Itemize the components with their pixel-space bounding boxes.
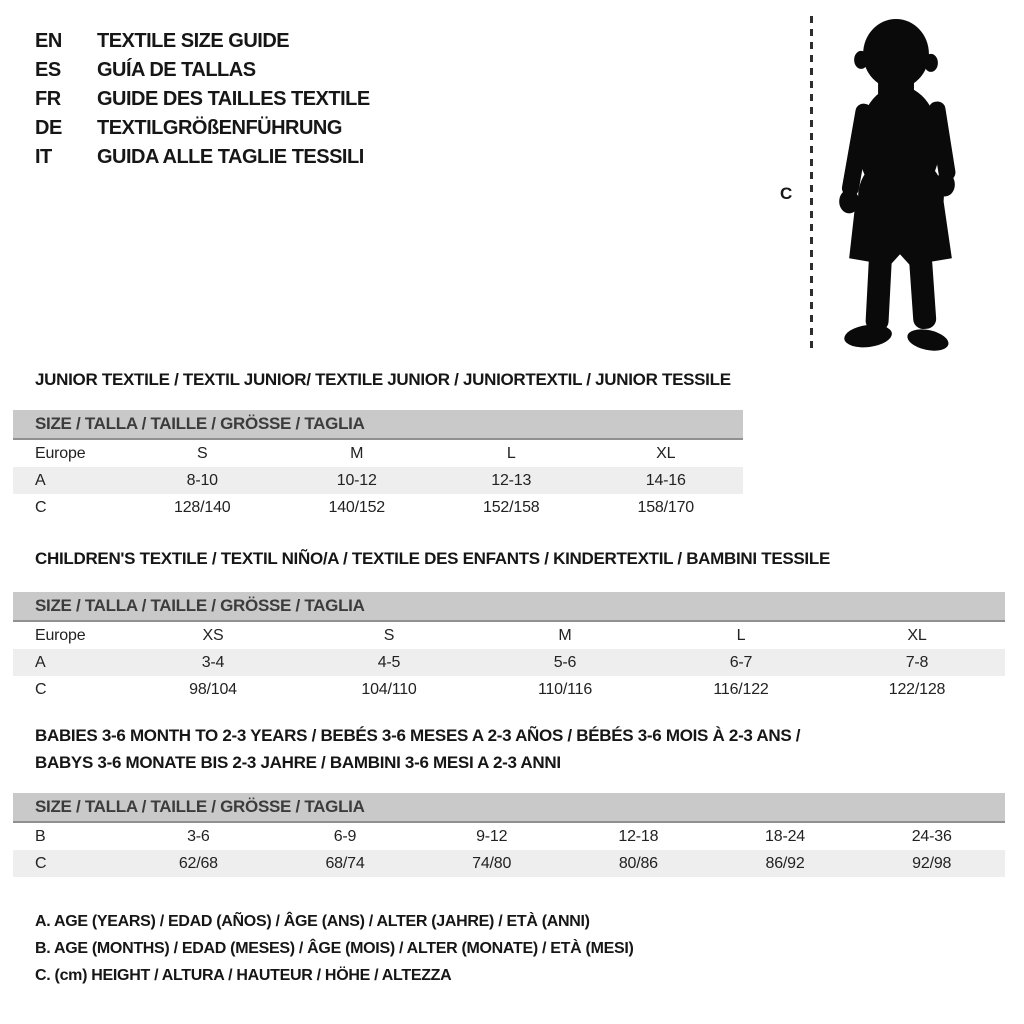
babies-title-line-2: BABYS 3-6 MONATE BIS 2-3 JAHRE / BAMBINI 3-6 MESI A 2-3 ANNI bbox=[35, 753, 561, 772]
row-label: Europe bbox=[35, 444, 86, 462]
table-cell: 6-7 bbox=[729, 653, 753, 671]
size-header-bar: SIZE / TALLA / TAILLE / GRÖSSE / TAGLIA bbox=[13, 410, 743, 440]
table-cell: 12-13 bbox=[491, 471, 532, 489]
row-label: C bbox=[35, 680, 47, 698]
table-row bbox=[13, 622, 1005, 649]
table-cell: 74/80 bbox=[472, 854, 512, 872]
table-cell: S bbox=[383, 626, 395, 644]
row-label: C bbox=[35, 498, 47, 516]
table-cell: 6-9 bbox=[333, 827, 357, 845]
table-row bbox=[13, 676, 1005, 703]
table-row bbox=[13, 823, 1005, 850]
table-cell: 7-8 bbox=[905, 653, 929, 671]
table-cell: 9-12 bbox=[476, 827, 508, 845]
language-code: EN bbox=[35, 30, 62, 52]
table-cell: 104/110 bbox=[361, 680, 417, 698]
table-cell: 86/92 bbox=[765, 854, 805, 872]
table-row bbox=[13, 440, 743, 467]
babies-size-table bbox=[13, 793, 1005, 877]
table-cell: 3-6 bbox=[187, 827, 210, 845]
table-cell: 62/68 bbox=[178, 854, 218, 872]
table-cell: 18-24 bbox=[765, 827, 805, 845]
table-cell: L bbox=[506, 444, 516, 462]
language-label: GUIDE DES TAILLES TEXTILE bbox=[97, 88, 370, 110]
table-cell: 128/140 bbox=[174, 498, 231, 516]
note-age-years: A. AGE (YEARS) / EDAD (AÑOS) / ÂGE (ANS) / ALTER (JAHRE) / ETÀ (ANNI) bbox=[35, 913, 590, 930]
language-code: FR bbox=[35, 88, 61, 110]
table-cell: 68/74 bbox=[325, 854, 365, 872]
language-row bbox=[35, 27, 370, 56]
language-row bbox=[35, 114, 370, 143]
size-header-bar: SIZE / TALLA / TAILLE / GRÖSSE / TAGLIA bbox=[13, 592, 1005, 622]
language-guide bbox=[35, 27, 370, 172]
table-cell: 14-16 bbox=[645, 471, 686, 489]
table-cell: 110/116 bbox=[537, 680, 593, 698]
table-cell: 116/122 bbox=[713, 680, 769, 698]
children-size-table bbox=[13, 592, 1005, 703]
legend-notes bbox=[35, 908, 634, 989]
language-row bbox=[35, 56, 370, 85]
table-row bbox=[13, 850, 1005, 877]
row-label: Europe bbox=[35, 626, 86, 644]
language-code: IT bbox=[35, 146, 52, 168]
table-row bbox=[13, 494, 743, 521]
row-label: A bbox=[35, 653, 46, 671]
table-cell: 98/104 bbox=[189, 680, 237, 698]
note-height-cm: C. (cm) HEIGHT / ALTURA / HAUTEUR / HÖHE / ALTEZZA bbox=[35, 967, 452, 984]
height-measure-label: C bbox=[780, 184, 793, 203]
junior-section-title: JUNIOR TEXTILE / TEXTIL JUNIOR/ TEXTILE JUNIOR / JUNIORTEXTIL / JUNIOR TESSILE bbox=[35, 370, 731, 389]
table-cell: 152/158 bbox=[483, 498, 540, 516]
children-section-title: CHILDREN'S TEXTILE / TEXTIL NIÑO/A / TEXTILE DES ENFANTS / KINDERTEXTIL / BAMBINI TESSILE bbox=[35, 549, 830, 568]
language-label: TEXTILGRÖßENFÜHRUNG bbox=[97, 117, 342, 139]
table-cell: XL bbox=[907, 626, 927, 644]
table-row bbox=[13, 467, 743, 494]
note-age-months: B. AGE (MONTHS) / EDAD (MESES) / ÂGE (MOIS) / ALTER (MONATE) / ETÀ (MESI) bbox=[35, 940, 634, 957]
table-cell: 80/86 bbox=[618, 854, 658, 872]
table-cell: S bbox=[197, 444, 208, 462]
row-label: C bbox=[35, 854, 47, 872]
babies-title-line-1: BABIES 3-6 MONTH TO 2-3 YEARS / BEBÉS 3-6 MESES A 2-3 AÑOS / BÉBÉS 3-6 MOIS À 2-3 ANS / bbox=[35, 726, 801, 745]
language-code: DE bbox=[35, 117, 62, 139]
table-cell: M bbox=[350, 444, 364, 462]
table-cell: 4-5 bbox=[377, 653, 401, 671]
table-cell: XS bbox=[202, 626, 224, 644]
table-cell: 92/98 bbox=[912, 854, 952, 872]
table-cell: M bbox=[558, 626, 572, 644]
table-cell: 5-6 bbox=[553, 653, 577, 671]
table-cell: 3-4 bbox=[201, 653, 225, 671]
language-row bbox=[35, 85, 370, 114]
table-cell: 24-36 bbox=[911, 827, 952, 845]
table-cell: 12-18 bbox=[618, 827, 659, 845]
language-label: TEXTILE SIZE GUIDE bbox=[97, 30, 290, 52]
row-label: A bbox=[35, 471, 46, 489]
language-row bbox=[35, 143, 370, 172]
language-code: ES bbox=[35, 59, 61, 81]
table-row bbox=[13, 649, 1005, 676]
table-cell: 122/128 bbox=[888, 680, 946, 698]
table-cell: 10-12 bbox=[336, 471, 377, 489]
babies-section-title bbox=[35, 722, 800, 776]
row-label: B bbox=[35, 827, 46, 845]
table-cell: 140/152 bbox=[328, 498, 385, 516]
table-cell: XL bbox=[656, 444, 676, 462]
junior-size-table bbox=[13, 410, 743, 521]
table-cell: 8-10 bbox=[186, 471, 218, 489]
language-label: GUÍA DE TALLAS bbox=[97, 59, 256, 81]
toddler-silhouette bbox=[822, 12, 980, 356]
table-cell: 158/170 bbox=[637, 498, 694, 516]
height-dashed-line bbox=[810, 16, 813, 354]
size-header-bar: SIZE / TALLA / TAILLE / GRÖSSE / TAGLIA bbox=[13, 793, 1005, 823]
language-label: GUIDA ALLE TAGLIE TESSILI bbox=[97, 146, 364, 168]
table-cell: L bbox=[736, 626, 746, 644]
